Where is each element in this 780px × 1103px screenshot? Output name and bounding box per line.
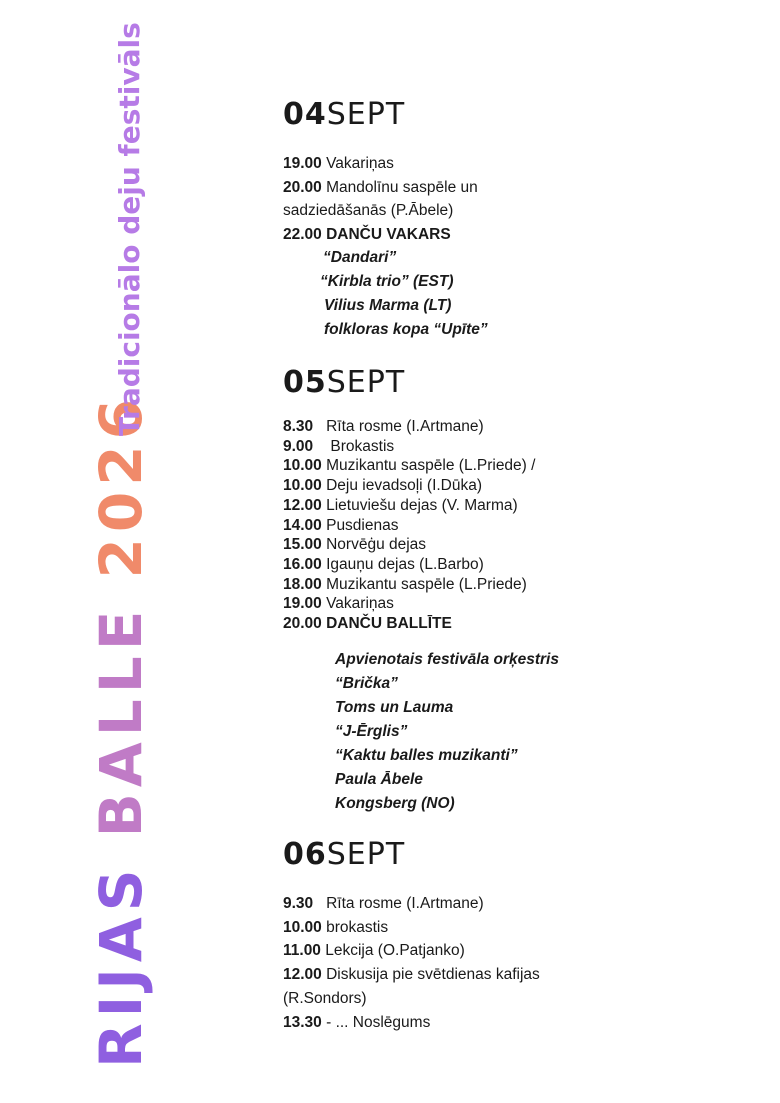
schedule-row [283,516,559,536]
event-name: sadziedāšanās (P.Ābele) [283,202,454,219]
event-name: Rīta rosme (I.Artmane) [313,418,484,435]
day-month: SEPT [326,837,406,872]
schedule-row [283,456,559,476]
day-schedule-06 [283,837,540,1034]
schedule-row [283,939,540,963]
event-time: 9.00 [283,437,314,455]
event-name: - ... Noslēgums [321,1013,431,1031]
event-time: 9.30 [283,895,314,912]
event-time: 15.00 [283,536,322,554]
event-time: 20.00 [283,178,322,196]
title-part-rijas: RIJAS [87,863,155,1068]
performer-name: Kongsberg (NO) [335,794,455,812]
event-name: Lekcija (O.Patjanko) [320,942,465,960]
schedule-row [283,199,488,223]
event-name: Brokastis [313,437,395,455]
performer-name: “Kaktu balles muzikanti” [335,746,518,764]
day-month: SEPT [326,97,406,132]
event-time: 22.00 [283,225,322,243]
schedule-row [283,594,559,614]
schedule-row [283,916,540,940]
festival-title [87,393,155,1068]
performer-name: Vilius Marma (LT) [324,297,452,314]
event-name: Deju ievadsoļi (I.Dūka) [321,477,483,495]
event-name: Mandolīnu saspēle un [321,178,478,196]
schedule-row [283,176,488,200]
event-time: 19.00 [283,155,322,172]
schedule-list [283,417,559,634]
performer-name: “J-Ērglis” [335,722,408,740]
event-time: 10.00 [283,918,322,936]
event-name: Pusdienas [321,516,399,534]
schedule-row [283,437,559,457]
schedule-row [283,963,540,987]
schedule-row [283,496,559,516]
schedule-row [283,152,488,176]
event-time: 10.00 [283,477,322,495]
event-name: DANČU BALLĪTE [321,615,452,633]
schedule-row [283,892,540,916]
title-part-year: 2026 [87,393,155,579]
schedule-row [283,535,559,555]
event-time: 18.00 [283,575,322,593]
event-name: Lietuviešu dejas (V. Marma) [321,496,518,514]
title-part-balle: BALLE [87,604,155,838]
day-schedule-05 [283,365,559,816]
day-heading [283,837,540,872]
event-time: 20.00 [283,615,322,633]
event-time: 11.00 [283,942,321,960]
event-time: 19.00 [283,595,322,613]
event-time: 8.30 [283,418,314,435]
event-time: 14.00 [283,516,322,534]
performer-name: Paula Ābele [335,770,423,788]
day-number: 05 [283,365,327,400]
event-name: (R.Sondors) [283,989,367,1007]
event-name: Muzikantu saspēle (L.Priede) [321,575,527,593]
event-time: 13.30 [283,1013,322,1031]
day-number: 04 [283,97,327,132]
event-name: Diskusija pie svētdienas kafijas [321,966,540,984]
performer-name: Toms un Lauma [335,698,454,716]
performer-name: “Kirbla trio” (EST) [320,273,454,290]
event-name: brokastis [321,918,389,936]
performer-name: “Dandari” [323,249,397,266]
event-name: Vakariņas [321,595,394,613]
schedule-row [283,575,559,595]
event-time: 12.00 [283,496,322,514]
day-heading [283,365,559,400]
performer-list [283,246,488,342]
event-time: 10.00 [283,457,322,475]
schedule-row [283,417,559,437]
schedule-row [283,555,559,575]
event-name: DANČU VAKARS [321,225,451,243]
festival-subtitle: Tradicionālo deju festivāls [113,22,146,436]
event-name: Igauņu dejas (L.Barbo) [321,555,484,573]
performer-name: Apvienotais festivāla orķestris [335,650,559,668]
event-time: 16.00 [283,555,322,573]
schedule-list [283,152,488,246]
event-name: Norvēģu dejas [321,536,427,554]
schedule-row [283,223,488,247]
event-name: Muzikantu saspēle (L.Priede) / [321,457,536,475]
day-heading [283,97,488,132]
performer-name: folkloras kopa “Upīte” [324,321,488,338]
event-name: Rīta rosme (I.Artmane) [313,895,484,912]
schedule-row [283,987,540,1011]
schedule-list [283,892,540,1034]
performer-list [283,648,559,816]
event-name: Vakariņas [321,155,394,172]
day-month: SEPT [326,365,406,400]
day-number: 06 [283,837,327,872]
schedule-row [283,476,559,496]
schedule-row [283,614,559,634]
event-time: 12.00 [283,966,322,984]
day-schedule-04 [283,97,488,342]
performer-name: “Brička” [335,674,398,692]
schedule-row [283,1011,540,1035]
